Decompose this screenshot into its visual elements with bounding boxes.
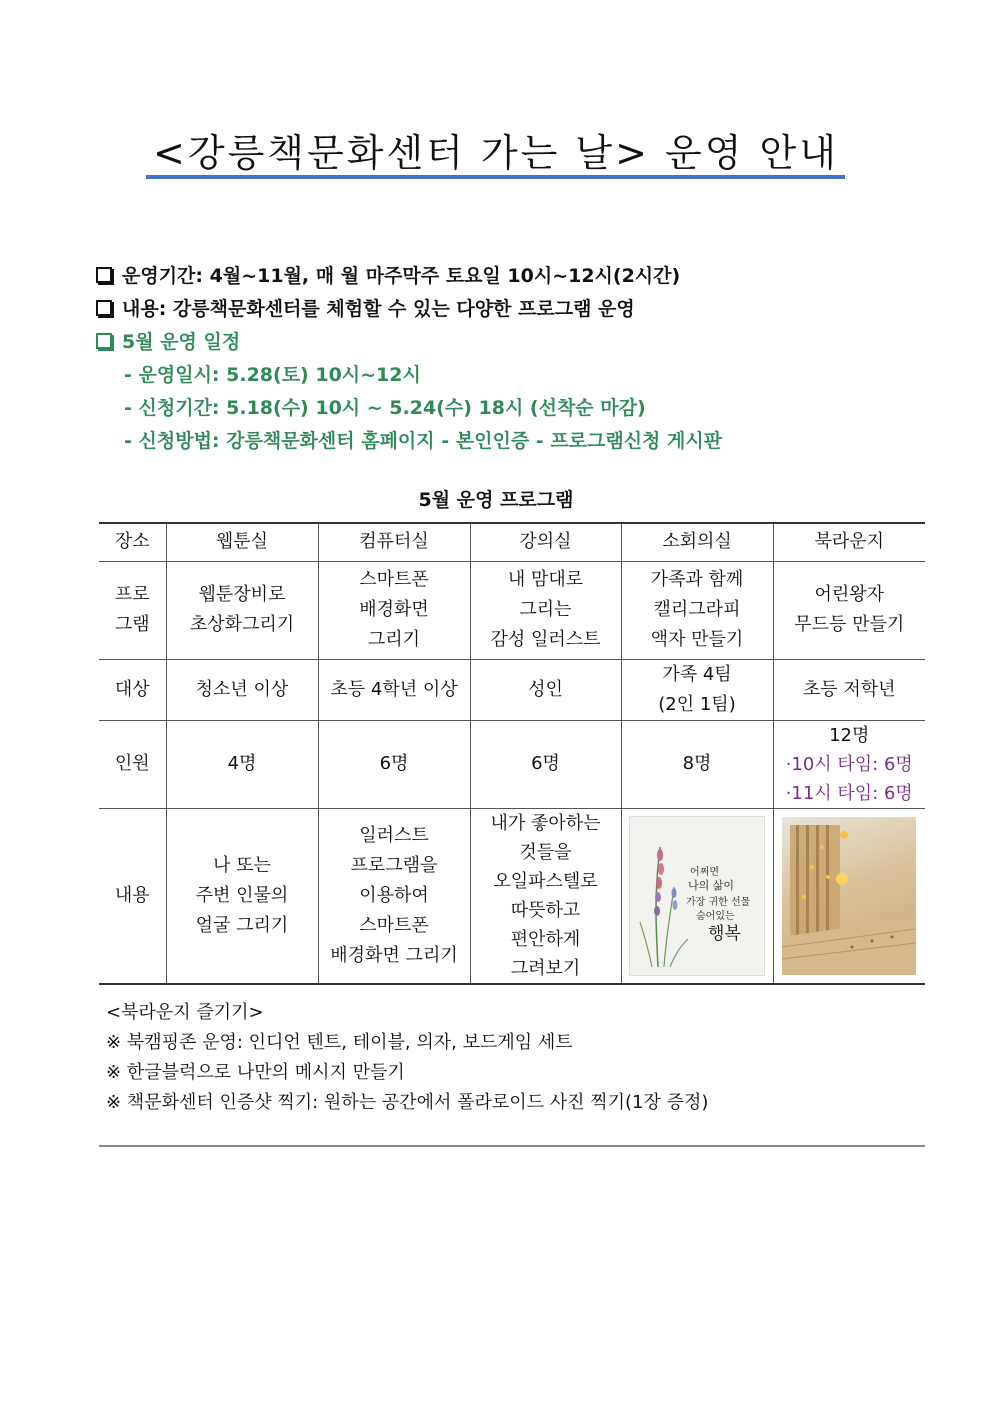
place-cell: 웹툰실 [166,523,318,561]
row-label: 대상 [99,659,166,720]
program-cell: 웹툰장비로 초상화그리기 [166,561,318,659]
place-cell: 소회의실 [621,523,773,561]
table-title: 5월 운영 프로그램 [418,489,574,511]
place-cell: 강의실 [470,523,621,561]
people-cell: 12명 ·10시 타임: 6명 ·11시 타임: 6명 [773,720,925,808]
bottom-divider [99,1145,925,1147]
may-schedule-heading: 5월 운영 일정 [96,326,722,359]
content-cell [621,808,773,984]
note-item: ※ 북캠핑존 운영: 인디언 텐트, 테이블, 의자, 보드게임 세트 [106,1032,573,1053]
target-row [99,659,925,720]
target-cell: 초등 4학년 이상 [318,659,470,720]
calligraphy-illustration [630,817,764,975]
schedule-item: - 운영일시: 5.28(토) 10시~12시 [124,364,421,386]
people-cell: 4명 [166,720,318,808]
mood-lamp-photo [782,817,916,975]
program-cell: 어린왕자 무드등 만들기 [773,561,925,659]
content-cell [773,808,925,984]
target-cell: 청소년 이상 [166,659,318,720]
program-cell: 스마트폰 배경화면 그리기 [318,561,470,659]
title-underline [146,175,845,179]
content-cell: 나 또는 주변 인물의 얼굴 그리기 [166,808,318,984]
row-label: 장소 [99,523,166,561]
period-line: 운영기간: 4월~11월, 매 월 마주막주 토요일 10시~12시(2시간) [96,260,722,293]
note-item: ※ 한글블럭으로 나만의 메시지 만들기 [106,1062,405,1083]
info-section [96,260,722,458]
row-label: 프로 그램 [99,561,166,659]
checkbox-square-icon [96,267,112,283]
program-cell: 내 맘대로 그리는 감성 일러스트 [470,561,621,659]
place-row [99,523,925,561]
notes-heading: <북라운지 즐기기> [106,1002,264,1023]
place-cell: 북라운지 [773,523,925,561]
checkbox-square-icon [96,333,112,349]
target-cell: 성인 [470,659,621,720]
program-cell: 가족과 함께 캘리그라피 액자 만들기 [621,561,773,659]
row-label: 내용 [99,808,166,984]
content-line: 내용: 강릉책문화센터를 체험할 수 있는 다양한 프로그램 운영 [96,293,722,326]
target-cell: 가족 4팀 (2인 1팀) [621,659,773,720]
schedule-item: - 신청방법: 강릉책문화센터 홈페이지 - 본인인증 - 프로그램신청 게시판 [124,430,723,452]
people-row [99,720,925,808]
people-cell: 8명 [621,720,773,808]
people-cell: 6명 [470,720,621,808]
checkbox-square-icon [96,300,112,316]
book-lounge-notes [106,998,708,1118]
content-row [99,808,925,984]
svg-text:숨어있는: 숨어있는 [696,910,735,922]
target-cell: 초등 저학년 [773,659,925,720]
mood-lamp-illustration [782,817,916,975]
program-table [99,522,925,985]
program-row [99,561,925,659]
calligraphy-frame-photo [629,816,765,976]
content-cell: 일러스트 프로그램을 이용하여 스마트폰 배경화면 그리기 [318,808,470,984]
place-cell: 컴퓨터실 [318,523,470,561]
row-label: 인원 [99,720,166,808]
schedule-item: - 신청기간: 5.18(수) 10시 ~ 5.24(수) 18시 (선착순 마감) [124,397,646,419]
svg-text:가장 귀한 선물: 가장 귀한 선물 [686,896,751,908]
svg-text:어쩌면: 어쩌면 [690,866,719,878]
note-item: ※ 책문화센터 인증샷 찍기: 원하는 공간에서 폴라로이드 사진 찍기(1장 증정) [106,1092,709,1113]
people-cell: 6명 [318,720,470,808]
svg-text:나의 삶이: 나의 삶이 [688,878,735,892]
page-title: <강릉책문화센터 가는 날> 운영 안내 [153,131,839,175]
svg-text:행복: 행복 [708,923,741,944]
content-cell: 내가 좋아하는 것들을 오일파스텔로 따뜻하고 편안하게 그려보기 [470,808,621,984]
